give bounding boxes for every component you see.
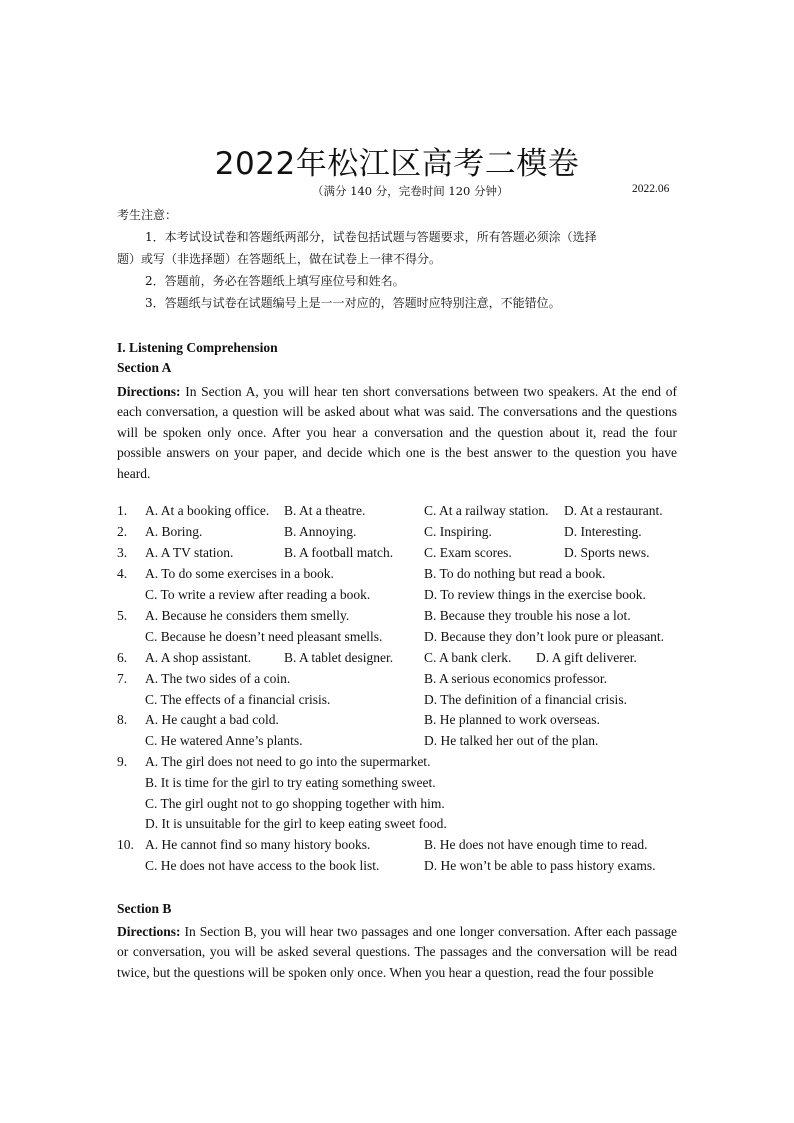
option-d: D. Sports news. (564, 545, 650, 560)
option-c: C. Inspiring. (424, 524, 492, 539)
option-d: D. A gift deliverer. (536, 650, 637, 665)
option-b: B. He planned to work overseas. (424, 712, 600, 727)
question-number: 7. (117, 671, 128, 686)
option-b: B. Annoying. (284, 524, 357, 539)
question-6 (117, 650, 687, 671)
question-5 (117, 608, 687, 629)
directions-text: In Section B, you will hear two passages and one longer conversation. After each passage or conversation, you will be asked several questions. The passages and the conversation will be read twice, but the questions will be spoken only once. When you hear a question, read the four possible (117, 924, 677, 980)
option-a: A. The two sides of a coin. (145, 671, 291, 686)
question-8 (117, 712, 687, 733)
option-c: C. A bank clerk. (424, 650, 512, 665)
option-b: B. Because they trouble his nose a lot. (424, 608, 631, 623)
option-b: B. A serious economics professor. (424, 671, 607, 686)
option-c: C. He watered Anne’s plants. (145, 733, 303, 748)
directions-text: In Section A, you will hear ten short conversations between two speakers. At the end of each conversation, a question will be asked about what was said. The conversations and the questions will be spoken only once. After you hear a conversation and the question about it, read the four possible answers on your paper, and decide which one is the best answer to the question you have heard. (117, 384, 677, 481)
section-b-title: Section B (117, 901, 172, 916)
option-a: A. The girl does not need to go into the supermarket. (145, 754, 431, 769)
question-number: 4. (117, 566, 128, 581)
option-c: C. Exam scores. (424, 545, 512, 560)
option-a: A. To do some exercises in a book. (145, 566, 334, 581)
option-d: D. It is unsuitable for the girl to keep eating sweet food. (145, 816, 447, 831)
option-a: A. A shop assistant. (145, 650, 252, 665)
question-number: 1. (117, 503, 128, 518)
option-c: C. At a railway station. (424, 503, 549, 518)
question-5-cont (117, 629, 687, 650)
option-a: A. He cannot find so many history books. (145, 837, 371, 852)
question-4-cont (117, 587, 687, 608)
question-number: 2. (117, 524, 128, 539)
option-c: C. To write a review after reading a book. (145, 587, 371, 602)
option-c: C. He does not have access to the book list. (145, 858, 380, 873)
section-b-directions (117, 922, 677, 983)
part-title: I. Listening Comprehension (117, 340, 278, 355)
directions-label: Directions: (117, 924, 181, 939)
question-3 (117, 545, 687, 566)
notice-item-1: 1．本考试设试卷和答题纸两部分，试卷包括试题与答题要求，所有答题必须涂（选择 (145, 230, 597, 244)
question-number: 8. (117, 712, 128, 727)
option-d: D. Because they don’t look pure or pleasant. (424, 629, 665, 644)
question-7 (117, 671, 687, 692)
question-number: 3. (117, 545, 128, 560)
option-d: D. The definition of a financial crisis. (424, 692, 627, 707)
question-number: 9. (117, 754, 128, 769)
notice-item-1-cont: 题）或写（非选择题）在答题纸上，做在试卷上一律不得分。 (117, 252, 442, 266)
option-d: D. To review things in the exercise book. (424, 587, 646, 602)
question-9 (117, 754, 687, 775)
question-10-cont (117, 858, 687, 879)
exam-info: （满分 140 分，完卷时间 120 分钟） (312, 184, 509, 198)
option-a: A. A TV station. (145, 545, 234, 560)
option-a: A. He caught a bad cold. (145, 712, 279, 727)
question-number: 10. (117, 837, 134, 852)
question-2 (117, 524, 687, 545)
option-b: B. To do nothing but read a book. (424, 566, 606, 581)
exam-date: 2022.06 (632, 183, 670, 195)
option-d: D. He won’t be able to pass history exams. (424, 858, 656, 873)
option-d: D. He talked her out of the plan. (424, 733, 599, 748)
option-b: B. At a theatre. (284, 503, 366, 518)
question-9-d (117, 816, 687, 837)
question-10 (117, 837, 687, 858)
question-4 (117, 566, 687, 587)
notice-list (117, 226, 677, 314)
question-8-cont (117, 733, 687, 754)
option-d: D. Interesting. (564, 524, 642, 539)
option-a: A. Boring. (145, 524, 203, 539)
page-title: 2022年松江区高考二模卷 (214, 146, 580, 182)
question-9-b (117, 775, 687, 796)
option-d: D. At a restaurant. (564, 503, 663, 518)
question-7-cont (117, 692, 687, 713)
section-a-directions (117, 382, 677, 484)
section-a-title: Section A (117, 360, 172, 375)
notice-heading: 考生注意： (117, 208, 178, 222)
option-a: A. At a booking office. (145, 503, 270, 518)
question-9-c (117, 796, 687, 817)
option-b: B. A tablet designer. (284, 650, 394, 665)
option-a: A. Because he considers them smelly. (145, 608, 350, 623)
question-1 (117, 503, 687, 524)
notice-item-3: 3．答题纸与试卷在试题编号上是一一对应的，答题时应特别注意，不能错位。 (145, 296, 561, 310)
option-b: B. It is time for the girl to try eating something sweet. (145, 775, 436, 790)
option-c: C. Because he doesn’t need pleasant smells. (145, 629, 383, 644)
option-b: B. A football match. (284, 545, 394, 560)
notice-item-2: 2．答题前，务必在答题纸上填写座位号和姓名。 (145, 274, 405, 288)
question-number: 6. (117, 650, 128, 665)
directions-label: Directions: (117, 384, 181, 399)
question-number: 5. (117, 608, 128, 623)
option-c: C. The effects of a financial crisis. (145, 692, 331, 707)
option-b: B. He does not have enough time to read. (424, 837, 648, 852)
option-c: C. The girl ought not to go shopping together with him. (145, 796, 445, 811)
